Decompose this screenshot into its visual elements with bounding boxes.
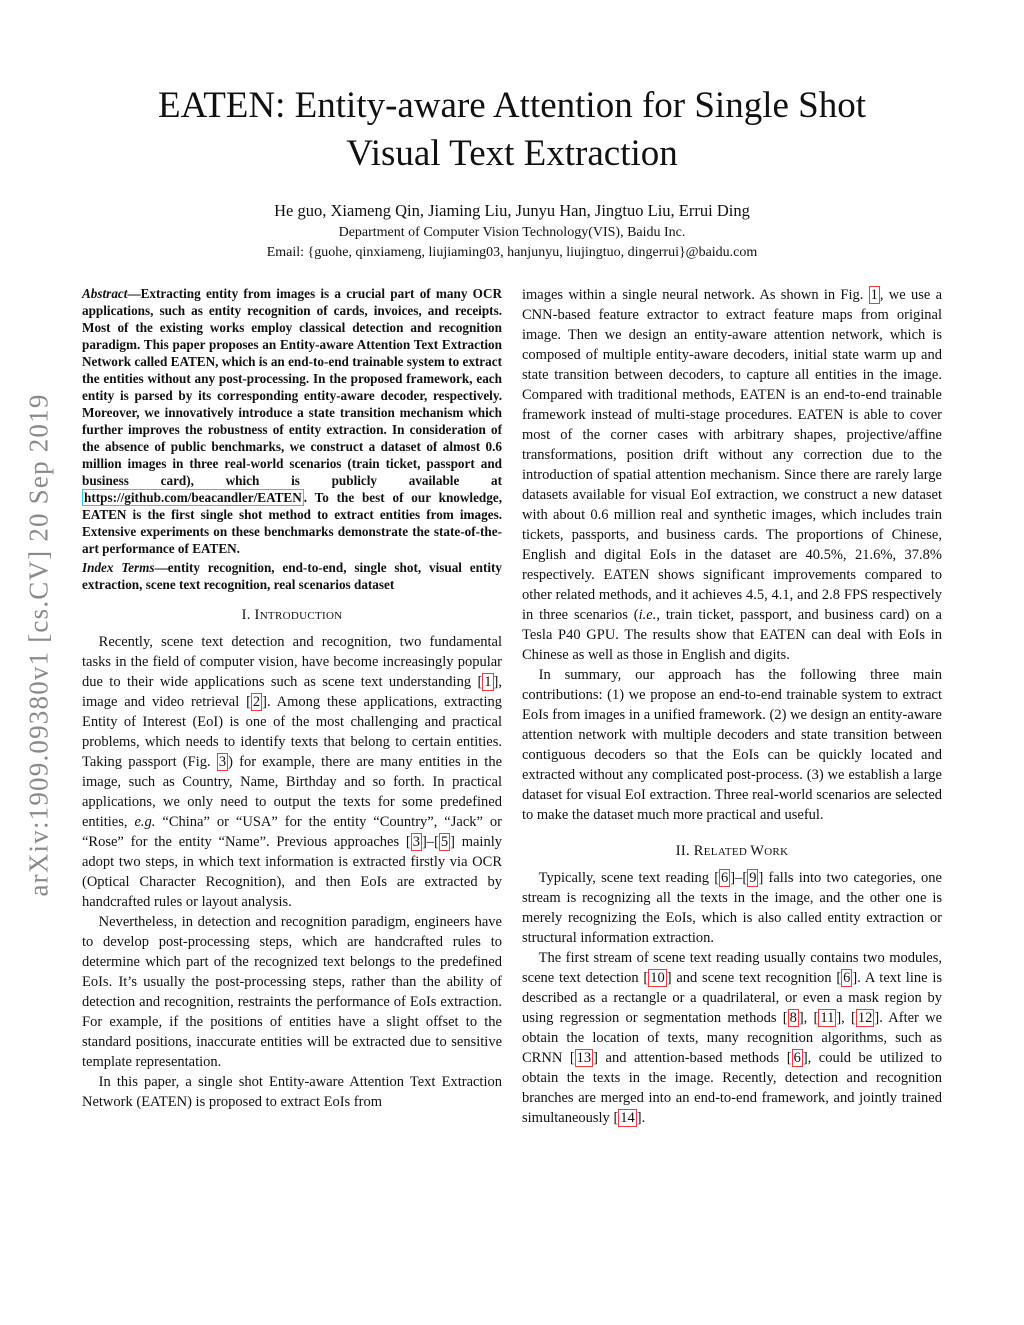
affiliation: Department of Computer Vision Technology(VIS), Baidu Inc. — [338, 225, 686, 240]
index-terms-text: —entity recognition, end-to-end, single shot, visual entity extraction, scene text recognition, real scenarios dataset — [82, 560, 503, 592]
contributions-paragraph: In summary, our approach has the following three main contributions: (1) we propose an end-to-end trainable system to extract EoIs from images in a unified framework. (2) we design an entity-aware attention network with multiple decoders and state transition between contiguous decoders so that the EoIs can be quickly located and extracted without any complicated post-process. (3) we establish a large dataset for visual EoI extraction. Three real-world scenarios are selected to make the dataset much more practical and useful. — [522, 667, 942, 823]
ref-link-14[interactable]: 14 — [620, 1110, 635, 1126]
section-cap: W — [750, 843, 765, 859]
text-span: Typically, scene text reading — [538, 870, 715, 886]
text-span: ) for example, there are many entities in the image, such as Country, Name, Birthday and so forth. In practical applications, we only need to output the texts for some predefined entities, — [82, 754, 503, 830]
text-span: . Among these applications, extracting Entity of Interest (EoI) is one of the most challenging and practical problems, which needs to identify texts that belong to certain entities. Taking passport (Fig. — [82, 694, 502, 770]
text-span: falls into two categories, one stream is recognizing all the texts in the image, and the other one is merely recognizing the EoIs, which is also called entity extraction or structural information extraction. — [522, 870, 942, 946]
title-line-2: Visual Text Extraction — [346, 133, 678, 174]
section-heading-introduction — [82, 605, 502, 626]
text-span: . After we obtain the location of texts, many recognition algorithms, such as CRNN — [522, 1010, 943, 1066]
github-url-link[interactable]: https://github.com/beacandler/EATEN — [84, 490, 302, 505]
ref-link-9[interactable]: 9 — [749, 870, 757, 886]
ref-link-6[interactable]: 6 — [721, 870, 729, 886]
text-span: , we use a CNN-based feature extractor to extract feature maps from original image. Then we design an entity-aware attention network, which is composed of multiple entity-aware decoders, initial state warm up and state transition between decoders, to capture all entities in the image. Compared with traditional methods, EATEN is an end-to-end trainable framework instead of multi-stage procedures. EATEN is able to cover most of the corner cases with arbitrary shapes, projective/affine transformations, position drift without any correction due to the introduction of spatial attention mechanism. Since there are rarely large datasets available for visual EoI extraction, we construct a new dataset with about 0.6 million real and synthetic images, which includes train tickets, passports, and business cards. The proportions of Chinese, English and digital EoIs in the dataset are 40.5%, 21.6%, 37.8% respectively. EATEN shows significant improvements compared to other related methods, and it achieves 4.5, 4.1, and 2.8 FPS respectively in three scenarios ( — [522, 287, 942, 623]
text-span: – — [735, 870, 743, 886]
related-paragraph-1: Typically, scene text reading [ 6 ]–[ 9 ] falls into two categories, one stream is recognizing all the texts in the image, and the other one is merely recognizing the EoIs, which is also called entity extraction or structural information extraction. — [522, 870, 942, 946]
section-cap: I — [254, 607, 260, 623]
right-column — [522, 285, 942, 1128]
ref-link-1[interactable]: 1 — [484, 674, 492, 690]
text-span: , train ticket, passport, and business card) on a Tesla P40 GPU. The results show that EATEN can deal with EoIs in Chinese as well as those in English and digits. — [522, 607, 942, 663]
ref-link-6b[interactable]: 6 — [843, 970, 851, 986]
section-rest: ORK — [764, 846, 789, 858]
title-line-1: EATEN: Entity-aware Attention for Single Shot — [157, 85, 867, 126]
text-span: mainly adopt two steps, in which text information is extracted firstly via OCR (Optical Character Recognition), and then EoIs are extracted by handcrafted rules or layout analysis. — [82, 834, 502, 910]
left-column — [82, 285, 502, 1112]
section-rest: NTRODUCTION — [259, 610, 343, 622]
ref-link-12[interactable]: 12 — [857, 1010, 873, 1026]
text-span: and scene text recognition — [671, 970, 837, 986]
text-span: The first stream of scene text reading usually contains two modules, scene text detection — [522, 950, 942, 986]
intro-paragraph-3: In this paper, a single shot Entity-aware Attention Text Extraction Network (EATEN) is proposed to extract EoIs from — [82, 1074, 502, 1110]
arxiv-identifier-text: arXiv:1909.09380v1 [cs.CV] 20 Sep 2019 — [23, 393, 54, 897]
fig-ref-link-3[interactable]: 3 — [218, 754, 227, 770]
ref-link-8[interactable]: 8 — [789, 1010, 797, 1026]
text-span: – — [426, 834, 435, 850]
text-span: Recently, scene text detection and recognition, two fundamental tasks in the field of computer vision, have become increasingly popular due to their wide applications such as scene text understanding — [82, 634, 502, 690]
ref-link-11[interactable]: 11 — [820, 1010, 835, 1026]
email-line: Email: {guohe, qinxiameng, liujiaming03, hanjunyu, liujingtuo, dingerrui}@baidu.com — [266, 245, 758, 260]
intro-paragraph-2: Nevertheless, in detection and recognition paradigm, engineers have to develop post-processing steps, which are handcrafted rules to determine which part of the recognized text belongs to the predefined EoIs. It’s usually the post-processing steps, rather than the ability of detection and recognition, restraints the performance of EoIs extraction. For example, if the positions of entities have a slight offset to the standard positions, inaccurate entities will be extracted due to sensitive template representation. — [82, 914, 502, 1070]
section-number: II. — [675, 843, 694, 859]
section-number: I. — [241, 607, 255, 623]
author-list: He guo, Xiameng Qin, Jiaming Liu, Junyu Han, Jingtuo Liu, Errui Ding — [274, 201, 750, 220]
ref-link-13[interactable]: 13 — [576, 1050, 592, 1066]
text-span: . — [641, 1110, 646, 1126]
index-terms-label: Index Terms — [82, 560, 155, 575]
abstract-block — [82, 285, 502, 593]
text-span: , — [803, 1010, 814, 1026]
ref-link-3[interactable]: 3 — [412, 834, 420, 850]
paper-title — [90, 82, 934, 178]
intro-paragraph-1: Recently, scene text detection and recognition, two fundamental tasks in the field of computer vision, have become increasingly popular due to their wide applications such as scene text understanding [ 1 ], image and video retrieval [ 2 ]. Among these applications, extracting Entity of Interest (EoI) is one of the most challenging and practical problems, which needs to identify texts that belong to certain entities. Taking passport (Fig. 3 ) for example, there are many entities in the image, such as Country, Name, Birthday and so forth. In practical applications, we only need to output the texts for some predefined entities, e.g. “China” or “USA” for the entity “Country”, “Jack” or “Rose” for the entity “Name”. Previous approaches [ 3 ]–[ 5 ] mainly adopt two steps, in which text information is extracted firstly via OCR (Optical Character Recognition), and then EoIs are extracted by handcrafted rules or layout analysis. — [82, 634, 503, 910]
text-span: . A text line is described as a rectangle or a quadrilateral, or even a mask region by using regression or segmentation methods — [522, 970, 942, 1026]
ref-link-5[interactable]: 5 — [440, 834, 449, 850]
ref-link-2[interactable]: 2 — [252, 694, 261, 710]
abstract-text: —Extracting entity from images is a crucial part of many OCR applications, such as entity recognition of cards, invoices, and receipts. Most of the existing works employ classical detection and recognition paradigm. This paper proposes an Entity-aware Attention Text Extraction Network called EATEN, which is an end-to-end trainable system to extract the entities without any post-processing. In the proposed framework, each entity is parsed by its corresponding entity-aware decoder, respectively. Moreover, we innovatively introduce a state transition mechanism which further improves the robustness of entity extraction. In consideration of the absence of public benchmarks, we construct a dataset of almost 0.6 million images in three real-world scenarios (train ticket, passport and business card), which is publicly available at — [82, 286, 502, 488]
abstract-text-end: . To the best of our knowledge, EATEN is the first single shot method to extract entities from images. Extensive experiments on these benchmarks demonstrate the state-of-the-art performance of EATEN. — [82, 490, 502, 556]
arxiv-identifier — [22, 350, 56, 940]
fig-ref-link-1[interactable]: 1 — [870, 287, 878, 303]
ref-link-10[interactable]: 10 — [650, 970, 665, 986]
ref-link-6c[interactable]: 6 — [793, 1050, 801, 1066]
text-span: and attention-based methods — [598, 1050, 787, 1066]
text-span: images within a single neural network. As shown in Fig. — [522, 287, 869, 303]
related-paragraph-2: The first stream of scene text reading usually contains two modules, scene text detection [ 10 ] and scene text recognition [ 6 ]. A text line is described as a rectangle or a quadrilateral, or even a mask region by using regression or segmentation methods [ 8 ], [ 11 ], [ 12 ]. After we obtain the location of texts, many recognition algorithms, such as CRNN [ 13 ] and attention-based methods [ 6 ], could be utilized to obtain the texts in the image. Recently, detection and recognition branches are merged into an end-to-end framework, and jointly trained simultaneously [ 14 ]. — [522, 950, 943, 1126]
intro-paragraph-3-cont — [522, 285, 942, 665]
text-span: , — [841, 1010, 852, 1026]
abstract-label: Abstract — [82, 286, 128, 301]
text-span: “China” or “USA” for the entity “Country”, “Jack” or “Rose” for the entity “Name”. Previous approaches — [82, 814, 502, 850]
index-terms-paragraph — [82, 559, 502, 593]
abstract-paragraph — [82, 285, 502, 557]
text-span: i.e. — [638, 607, 657, 623]
text-span: , could be utilized to obtain the texts in the image. Recently, detection and recognition branches are merged into an end-to-end framework, and jointly trained simultaneously — [522, 1050, 943, 1126]
section-cap: R — [693, 843, 704, 859]
text-span: e.g. — [134, 814, 156, 830]
text-span: , image and video retrieval — [82, 674, 502, 710]
section-rest: ELATED — [703, 846, 751, 858]
section-heading-related-work — [522, 841, 942, 862]
